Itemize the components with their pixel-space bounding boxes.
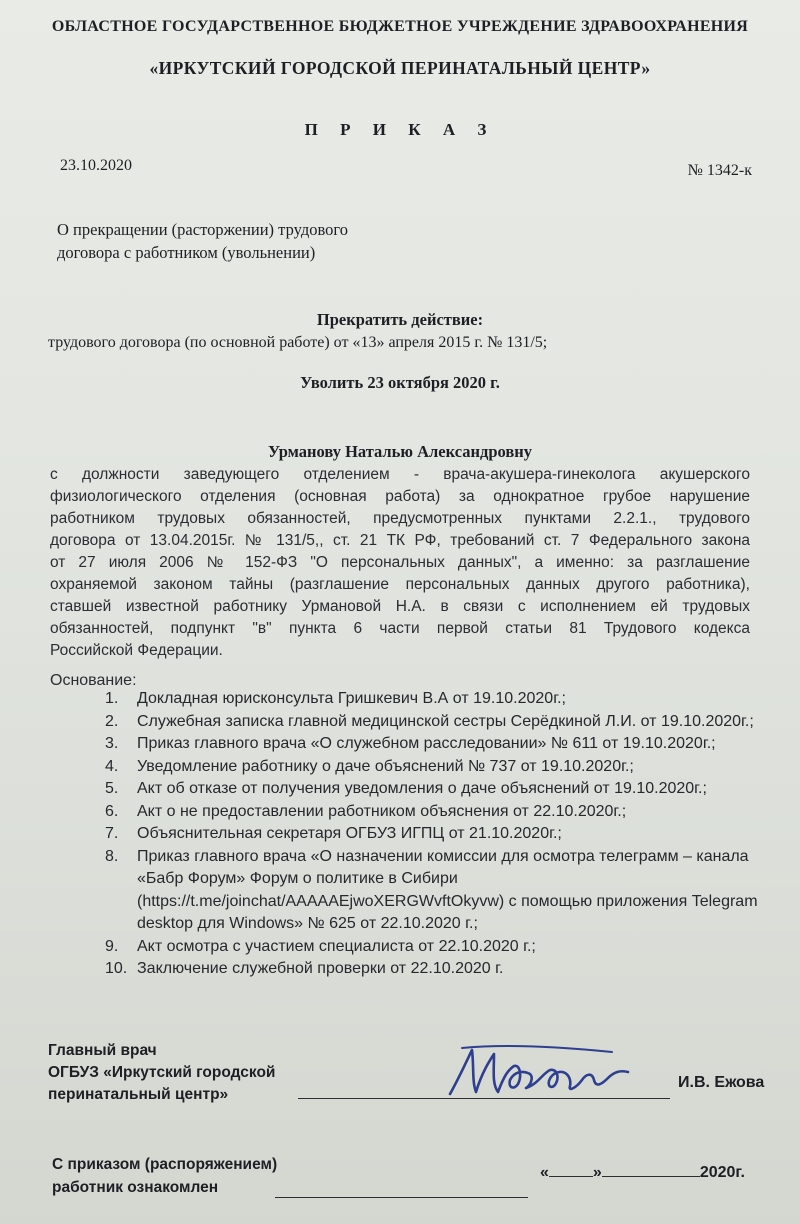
body-line: работником трудовых обязанностей, предусмотренных пунктами 2.2.1., трудового bbox=[50, 510, 750, 527]
document-number: № 1342-к bbox=[687, 162, 752, 179]
list-item bbox=[105, 688, 765, 711]
item-number: 2. bbox=[105, 712, 119, 730]
item-number: 7. bbox=[105, 825, 119, 842]
org-name: «ИРКУТСКИЙ ГОРОДСКОЙ ПЕРИНАТАЛЬНЫЙ ЦЕНТР» bbox=[149, 58, 651, 78]
item-text: Служебная записка главной медицинской сестры Серёдкиной Л.И. от 19.10.2020г.; bbox=[137, 712, 754, 730]
item-text: Докладная юрисконсульта Гришкевич В.А от 19.10.2020г.; bbox=[137, 690, 566, 707]
item-text: Заключение служебной проверки от 22.10.2020 г. bbox=[137, 960, 504, 977]
list-item bbox=[105, 823, 765, 846]
item-number: 9. bbox=[105, 937, 119, 955]
document-subject bbox=[57, 218, 348, 264]
item-number: 8. bbox=[105, 847, 119, 865]
terminate-heading: Прекратить действие: bbox=[316, 310, 484, 329]
item-number: 3. bbox=[105, 735, 119, 752]
signatory-title bbox=[48, 1040, 348, 1106]
date-close-quote: » bbox=[592, 1164, 602, 1181]
item-text: Приказ главного врача «О служебном расследовании» № 611 от 19.10.2020г.; bbox=[137, 735, 716, 752]
month-blank bbox=[602, 1160, 700, 1177]
document-title: П Р И К А З bbox=[304, 120, 496, 139]
basis-list bbox=[105, 688, 765, 981]
acknowledgement-signature-line bbox=[275, 1197, 528, 1198]
subject-line: О прекращении (расторжении) трудового bbox=[57, 220, 349, 239]
contract-line: трудового договора (по основной работе) от «13» апреля 2015 г. № 131/5; bbox=[48, 334, 548, 351]
date-open-quote: « bbox=[540, 1164, 549, 1181]
signatory-title-line: ОГБУЗ «Иркутский городской bbox=[48, 1064, 276, 1081]
body-line: охраняемой законом тайны (разглашение персональных данных другого работника), bbox=[50, 576, 750, 593]
org-line: ОБЛАСТНОЕ ГОСУДАРСТВЕННОЕ БЮДЖЕТНОЕ УЧРЕЖДЕНИЕ ЗДРАВООХРАНЕНИЯ bbox=[51, 18, 749, 35]
list-item bbox=[105, 801, 765, 824]
signatory-title-line: перинатальный центр» bbox=[48, 1086, 229, 1103]
item-text: Уведомление работнику о даче объяснений № 737 от 19.10.2020г.; bbox=[137, 757, 634, 775]
date-year: 2020г. bbox=[699, 1164, 745, 1181]
list-item bbox=[105, 711, 765, 734]
list-item bbox=[105, 958, 765, 981]
order-body bbox=[50, 464, 750, 662]
item-number: 1. bbox=[105, 690, 119, 707]
acknowledgement-line: С приказом (распоряжением) bbox=[52, 1156, 278, 1173]
employee-name: Урманову Наталью Александровну bbox=[267, 442, 533, 461]
item-number: 4. bbox=[105, 757, 119, 775]
body-line: физиологического отделения (основная работа) за однократное грубое нарушение bbox=[50, 488, 750, 505]
item-number: 10. bbox=[105, 960, 128, 977]
list-item bbox=[105, 733, 765, 756]
item-text: Объяснительная секретаря ОГБУЗ ИГПЦ от 21.10.2020г.; bbox=[137, 825, 562, 842]
body-line: ставшей известной работнику Урмановой Н.А. в связи с исполнением ей трудовых bbox=[50, 598, 750, 615]
item-number: 6. bbox=[105, 802, 119, 820]
subject-line: договора с работником (увольнении) bbox=[57, 243, 316, 262]
document-date: 23.10.2020 bbox=[60, 157, 132, 174]
list-item bbox=[105, 846, 765, 936]
list-item bbox=[105, 936, 765, 959]
body-line: договора от 13.04.2015г. № 131/5,, ст. 21 ТК РФ, требований ст. 7 Федерального закона bbox=[50, 532, 750, 549]
item-text: Акт осмотра с участием специалиста от 22.10.2020 г.; bbox=[137, 937, 536, 955]
body-line: обязанностей, подпункт "в" пункта 6 части первой статьи 81 Трудового кодекса bbox=[50, 620, 750, 637]
item-text: Акт об отказе от получения уведомления о даче объяснений от 19.10.2020г.; bbox=[137, 780, 707, 797]
signatory-name: И.В. Ежова bbox=[678, 1074, 765, 1091]
item-number: 5. bbox=[105, 780, 119, 797]
body-line: Российской Федерации. bbox=[50, 642, 223, 659]
item-text: Акт о не предоставлении работником объяснения от 22.10.2020г.; bbox=[137, 802, 627, 820]
dismiss-heading: Уволить 23 октября 2020 г. bbox=[300, 373, 500, 392]
day-blank bbox=[549, 1160, 593, 1177]
handwritten-signature bbox=[442, 1036, 632, 1106]
body-line: от 27 июля 2006 № 152-ФЗ "О персональных данных", а именно: за разглашение bbox=[50, 554, 750, 571]
item-text: Приказ главного врача «О назначении комиссии для осмотра телеграмм – канала «Бабр Форум» Форум о политике в Сибири (https://t.me/joinchat/AAAAAEjwoXERGWvftOkyvw) с помощью приложения Telegram desktop для Windows» № 625 от 22.10.2020 г.; bbox=[137, 847, 758, 932]
signatory-title-line: Главный врач bbox=[48, 1042, 157, 1059]
list-item bbox=[105, 756, 765, 779]
acknowledgement-line: работник ознакомлен bbox=[52, 1179, 219, 1196]
body-line: с должности заведующего отделением - врача-акушера-гинеколога акушерского bbox=[50, 466, 750, 483]
list-item bbox=[105, 778, 765, 801]
acknowledgement-date bbox=[540, 1160, 745, 1182]
basis-label: Основание: bbox=[50, 672, 137, 689]
acknowledgement-text bbox=[52, 1153, 352, 1199]
